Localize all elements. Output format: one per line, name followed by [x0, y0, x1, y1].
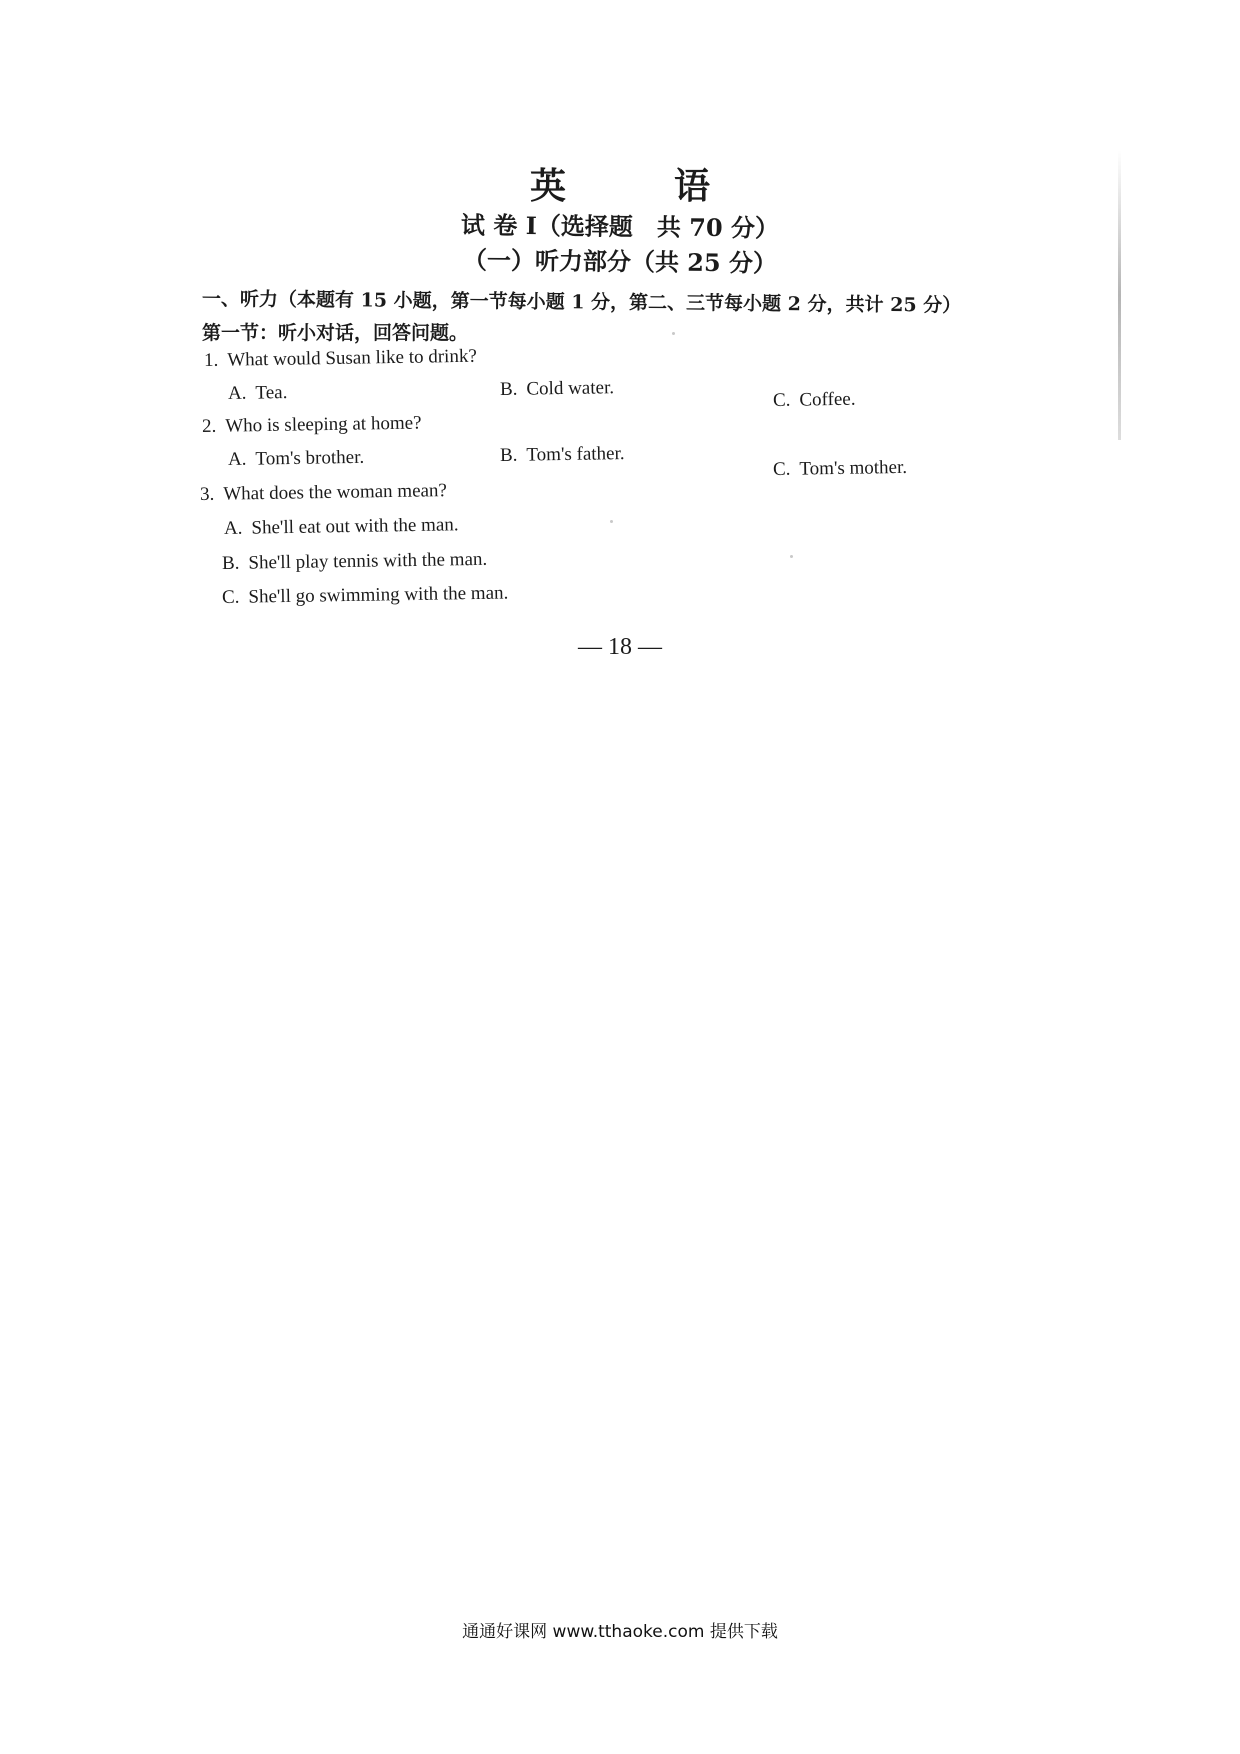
- scan-speck: [672, 332, 675, 335]
- option-text: She'll play tennis with the man.: [248, 548, 488, 574]
- option-text: Tea.: [255, 382, 288, 404]
- footer-source-text: 通通好课网 www.tthaoke.com 提供下载: [462, 1622, 778, 1642]
- section-heading: 一、听力（本题有 15 小题，第一节每小题 1 分，第二、三节每小题 2 分，共计 25 分）: [201, 288, 962, 317]
- question-3-option-b: [222, 549, 488, 575]
- page-number: — 18 —: [578, 634, 662, 660]
- paper-title: 试 卷 Ⅰ（选择题 共 70 分）: [460, 210, 780, 243]
- question-text: Who is sleeping at home?: [225, 412, 422, 437]
- question-2-option-b: [500, 443, 625, 467]
- option-letter: A.: [227, 448, 247, 470]
- option-letter: C.: [221, 586, 240, 608]
- subsection-heading: 第一节：听小对话，回答问题。: [202, 322, 469, 344]
- question-number: 2.: [201, 415, 217, 437]
- question-2-option-a: [228, 447, 365, 471]
- option-letter: A.: [227, 382, 247, 404]
- option-text: Tom's father.: [526, 443, 625, 466]
- option-letter: B.: [221, 552, 240, 574]
- question-text: What does the woman mean?: [223, 480, 448, 505]
- option-text: Tom's brother.: [255, 446, 365, 470]
- option-letter: C.: [772, 458, 791, 480]
- option-text: Cold water.: [526, 377, 615, 400]
- question-1-option-a: [228, 382, 288, 405]
- option-text: She'll go swimming with the man.: [248, 582, 509, 608]
- option-letter: A.: [223, 517, 243, 539]
- question-3: [200, 480, 447, 506]
- question-1-option-c: [773, 389, 856, 412]
- question-number: 3.: [199, 483, 215, 505]
- option-letter: C.: [772, 389, 791, 411]
- question-text: What would Susan like to drink?: [227, 345, 477, 371]
- question-3-option-c: [222, 583, 509, 609]
- scan-speck: [610, 520, 613, 523]
- option-letter: B.: [499, 444, 518, 466]
- subject-title: 英 语: [529, 165, 746, 207]
- scan-speck: [790, 555, 793, 558]
- option-text: Tom's mother.: [799, 456, 908, 480]
- question-3-option-a: [224, 514, 459, 540]
- question-number: 1.: [203, 349, 219, 371]
- question-1-option-b: [500, 377, 614, 401]
- option-text: Coffee.: [799, 388, 856, 411]
- option-text: She'll eat out with the man.: [251, 514, 459, 539]
- part-title: （一）听力部分（共 25 分）: [462, 245, 778, 278]
- question-1: [204, 346, 477, 372]
- question-2-option-c: [773, 457, 907, 481]
- option-letter: B.: [499, 378, 518, 400]
- question-2: [202, 413, 422, 438]
